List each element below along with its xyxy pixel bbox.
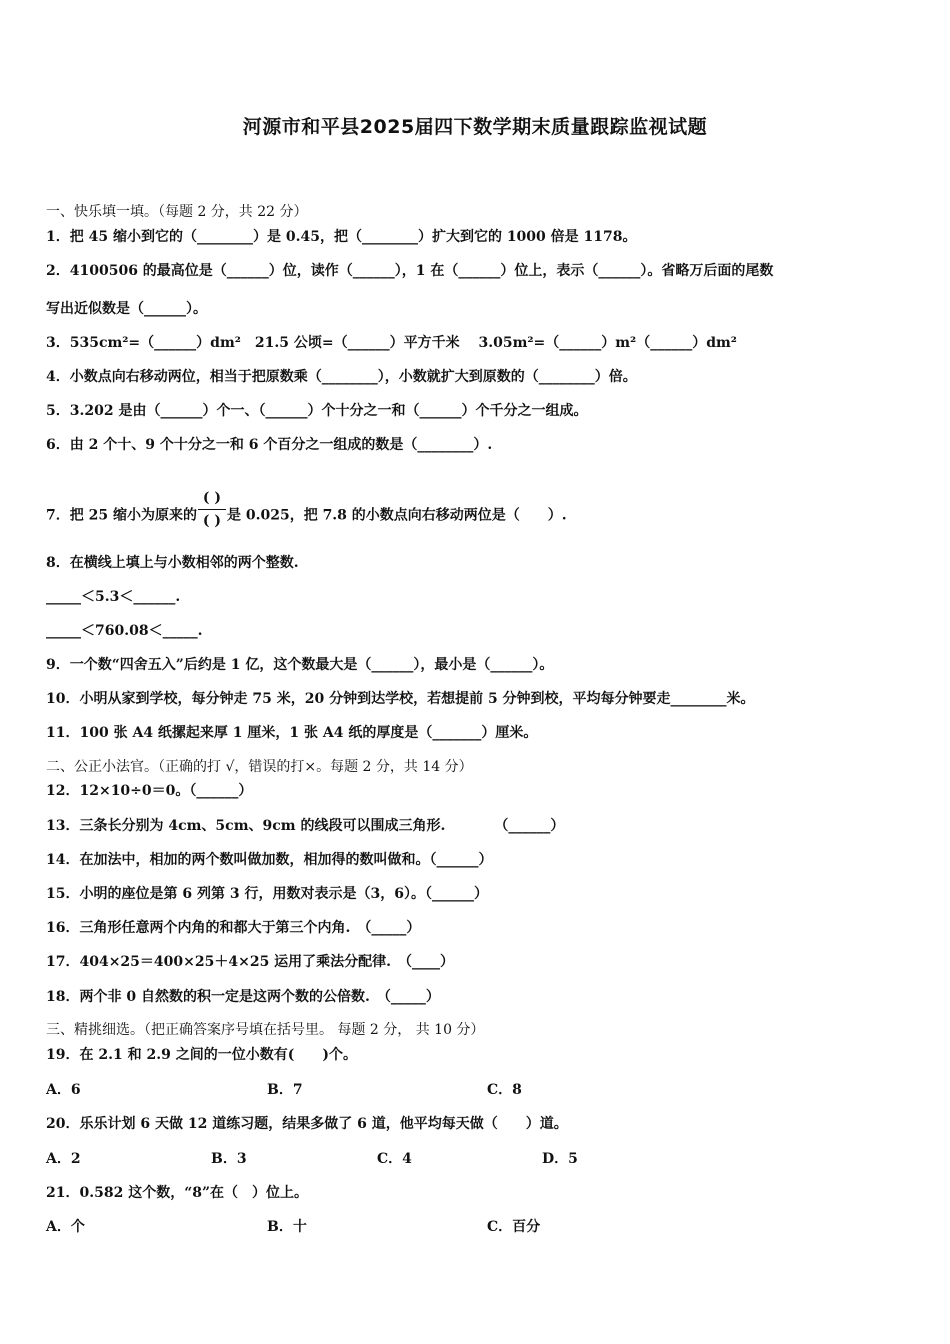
question-19-option-b: B．7 <box>267 1082 303 1098</box>
section-1-heading: 一、快乐填一填。（每题 2 分，共 22 分） <box>46 204 308 220</box>
question-7-after: 是 0.025，把 7.8 的小数点向右移动两位是（ ）. <box>226 507 567 524</box>
question-15: 15．小明的座位是第 6 列第 3 行，用数对表示是（3，6）。（______） <box>46 886 488 902</box>
question-20-option-a: A．2 <box>46 1151 81 1167</box>
question-4: 4．小数点向右移动两位，相当于把原数乘（________），小数就扩大到原数的（________）倍。 <box>46 369 637 385</box>
fraction-blank <box>198 489 226 530</box>
question-21-option-b: B．十 <box>267 1219 307 1235</box>
question-3: 3．535cm²=（______）dm² 21.5 公顷=（______）平方千米 3.05m²=（______）m²（______）dm² <box>46 335 737 351</box>
question-19-option-c: C．8 <box>487 1082 522 1098</box>
question-2-line-2: 写出近似数是（______）。 <box>46 301 207 317</box>
question-19-option-a: A．6 <box>46 1082 81 1098</box>
question-1: 1．把 45 缩小到它的（________）是 0.45，把（________）扩大到它的 1000 倍是 1178。 <box>46 229 637 245</box>
question-7 <box>46 490 567 536</box>
question-13: 13．三条长分别为 4cm、5cm、9cm 的线段可以围成三角形. （______） <box>46 818 565 834</box>
fraction-numerator: ( ) <box>202 490 222 506</box>
question-21-option-a: A．个 <box>46 1219 85 1235</box>
question-20-option-b: B．3 <box>211 1151 247 1167</box>
question-8-b: _____＜760.08＜_____. <box>46 623 203 639</box>
question-21: 21．0.582 这个数，“8”在（ ）位上。 <box>46 1185 309 1201</box>
section-2-heading: 二、公正小法官。（正确的打 √，错误的打×。每题 2 分，共 14 分） <box>46 759 473 775</box>
question-14: 14．在加法中，相加的两个数叫做加数，相加得的数叫做和。（______） <box>46 852 493 868</box>
question-19: 19．在 2.1 和 2.9 之间的一位小数有( )个。 <box>46 1047 357 1063</box>
question-9: 9．一个数“四舍五入”后约是 1 亿，这个数最大是（______），最小是（______）。 <box>46 657 554 673</box>
question-20-option-c: C．4 <box>377 1151 412 1167</box>
question-21-option-c: C．百分 <box>487 1219 541 1235</box>
fraction-denominator: ( ) <box>202 513 222 529</box>
question-12: 12．12×10÷0＝0。（______） <box>46 783 253 799</box>
question-2-line-1: 2．4100506 的最高位是（______）位，读作（______），1 在（______）位上，表示（______）。省略万后面的尾数 <box>46 263 774 279</box>
question-7-before: 7．把 25 缩小为原来的 <box>46 507 197 524</box>
section-3-heading: 三、精挑细选。（把正确答案序号填在括号里。 每题 2 分， 共 10 分） <box>46 1022 485 1038</box>
question-11: 11．100 张 A4 纸摞起来厚 1 厘米，1 张 A4 纸的厚度是（_______）厘米。 <box>46 725 538 741</box>
question-20: 20．乐乐计划 6 天做 12 道练习题，结果多做了 6 道，他平均每天做（ ）道。 <box>46 1116 568 1132</box>
question-6: 6．由 2 个十、9 个十分之一和 6 个百分之一组成的数是（________）. <box>46 437 493 453</box>
question-8: 8．在横线上填上与小数相邻的两个整数. <box>46 555 299 571</box>
question-18: 18．两个非 0 自然数的积一定是这两个数的公倍数. （_____） <box>46 989 440 1005</box>
question-8-a: _____＜5.3＜______. <box>46 589 181 605</box>
question-20-option-d: D．5 <box>542 1151 578 1167</box>
question-16: 16．三角形任意两个内角的和都大于第三个内角. （_____） <box>46 920 421 936</box>
page-title: 河源市和平县2025届四下数学期末质量跟踪监视试题 <box>242 116 708 138</box>
question-17: 17．404×25＝400×25＋4×25 运用了乘法分配律. （____） <box>46 954 455 970</box>
question-5: 5．3.202 是由（______）个一、（______）个十分之一和（______）个千分之一组成。 <box>46 403 588 419</box>
question-10: 10．小明从家到学校，每分钟走 75 米，20 分钟到达学校，若想提前 5 分钟到校，平均每分钟要走________米。 <box>46 691 755 707</box>
